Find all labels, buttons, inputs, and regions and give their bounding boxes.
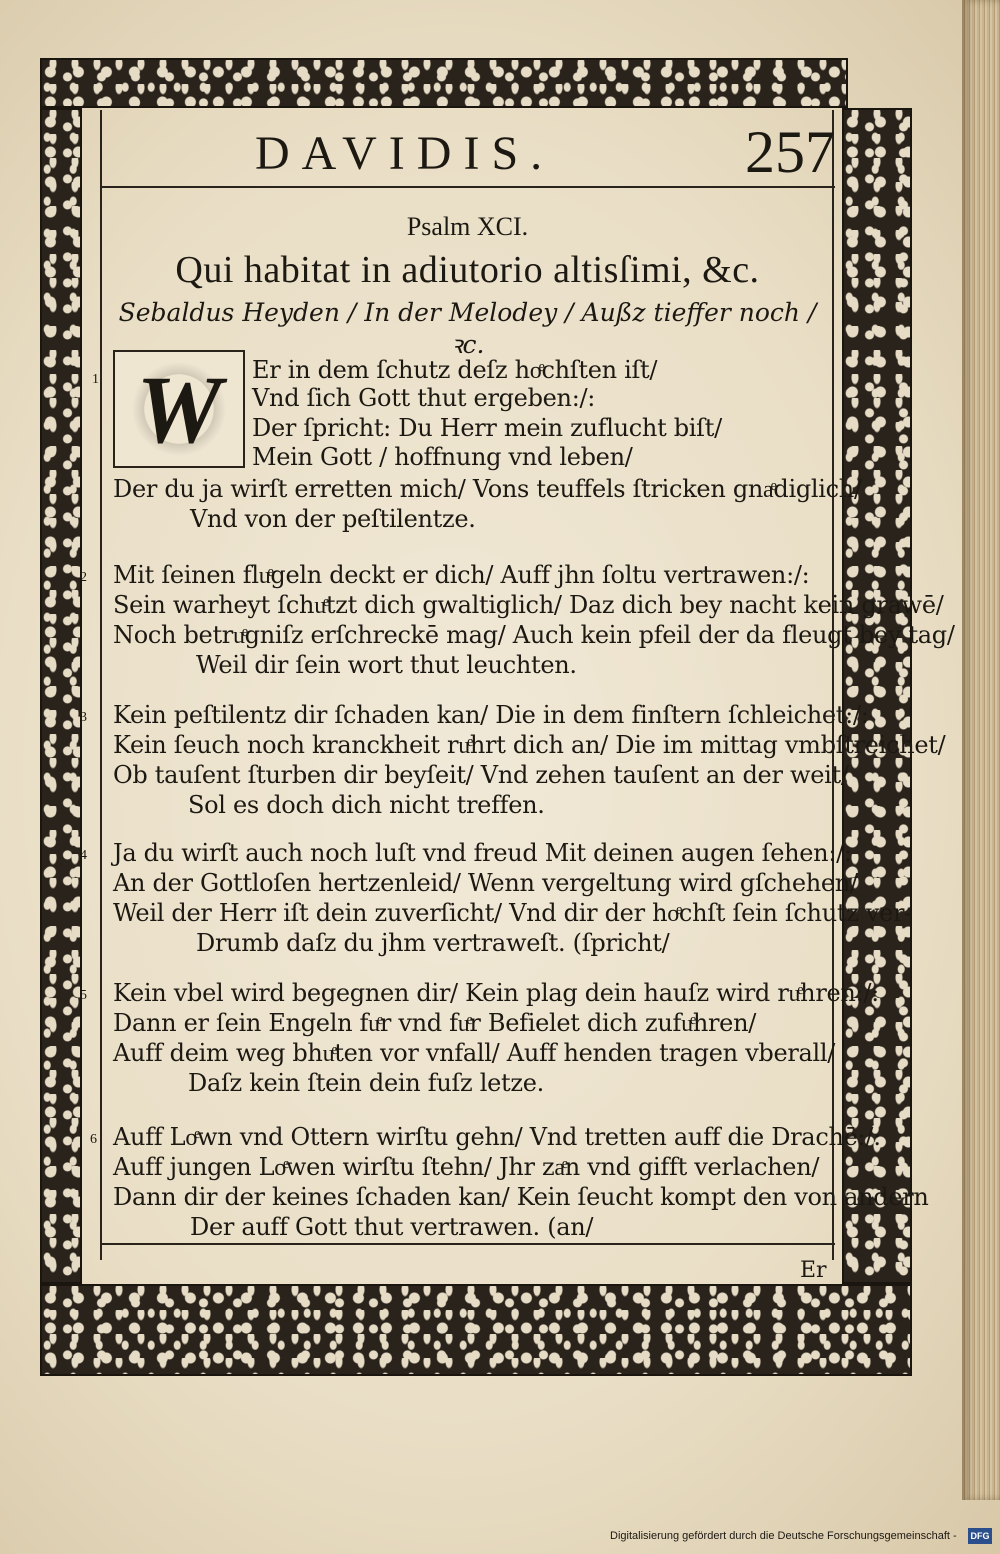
stanza-number: 4 [80, 848, 87, 863]
page-edge [962, 0, 1000, 1500]
header-rule [100, 186, 835, 188]
running-header [100, 118, 835, 188]
verse-line: Dann er ſein Engeln fuͤr vnd fuͤr Befielet dich zufuͤhren/ [113, 1009, 757, 1037]
verse-line: Drumb daſz du jhm vertraweſt. (ſpricht/ [196, 929, 670, 957]
stanza-number: 2 [80, 570, 87, 585]
verse-line: Kein ſeuch noch kranckheit ruͤhrt dich an/ Die im mittag vmbſtreichet/ [113, 731, 946, 759]
stanza-number: 1 [92, 372, 99, 387]
attribution-line: Sebaldus Heyden / In der Melodey / Außz tieffer noch / ꝛc. [118, 298, 817, 359]
verse-line: Er in dem ſchutz deſz hoͤchſten iſt/ [252, 356, 658, 384]
stanza-number: 5 [80, 988, 87, 1003]
verse-line: Ob tauſent ſturben dir beyſeit/ Vnd zehen tauſent an der weit/ [113, 761, 849, 789]
verse-line: An der Gottloſen hertzenleid/ Wenn vergeltung wird gſchehen/ [113, 869, 858, 897]
ornamental-border-top [40, 58, 848, 108]
verse-line: Noch betruͤgniſz erſchreckē mag/ Auch kein pfeil der da fleugt bey tag/ [113, 621, 955, 649]
verse-line: Sol es doch dich nicht treffen. [188, 791, 545, 819]
verse-line: Weil dir ſein wort thut leuchten. [196, 651, 577, 679]
verse-line: Der du ja wirſt erretten mich/ Vons teuffels ſtricken gnaͤdiglich/ [113, 475, 862, 503]
verse-line: Sein warheyt ſchuͤtzt dich gwaltiglich/ Daz dich bey nacht kein grawē/ [113, 591, 944, 619]
page-number: 257 [745, 119, 835, 185]
verse-line: Vnd ſich Gott thut ergeben:/: [252, 384, 596, 412]
verse-line: Der auff Gott thut vertrawen. (an/ [190, 1213, 594, 1241]
running-title: DAVIDIS. [255, 127, 555, 180]
verse-line: Mein Gott / hoffnung vnd leben/ [252, 443, 633, 471]
verse-line: Der ſpricht: Du Herr mein zuflucht biſt/ [252, 414, 722, 442]
catchword: Er [800, 1258, 827, 1283]
verse-line: Weil der Herr iſt dein zuverſicht/ Vnd dir der hoͤchſt ſein ſchutz ver- [113, 899, 913, 927]
verse-line: Mit ſeinen fluͤgeln deckt er dich/ Auff jhn ſoltu vertrawen:/: [113, 561, 810, 589]
verse-line: Kein vbel wird begegnen dir/ Kein plag dein hauſz wird ruͤhren:/: [113, 979, 879, 1007]
verse-line: Dann dir der keines ſchaden kan/ Kein ſeucht kompt den von andern [113, 1183, 929, 1211]
verse-line: Ja du wirſt auch noch luſt vnd freud Mit deinen augen ſehen:/: [113, 839, 852, 867]
verse-line: Kein peſtilentz dir ſchaden kan/ Die in dem finſtern ſchleichet:/: [113, 701, 869, 729]
verse-line: Auff Loͤwn vnd Ottern wirſtu gehn/ Vnd tretten auff die Drachē:/: [113, 1123, 881, 1151]
verse-line: Daſz kein ſtein dein fuſz letze. [188, 1069, 544, 1097]
digitization-credit: Digitalisierung gefördert durch die Deutsche Forschungsgemeinschaft - [610, 1530, 957, 1542]
ornamental-border-right [842, 108, 912, 1284]
latin-title: Qui habitat in adiutorio altisſimi, &c. [175, 249, 760, 291]
psalm-number: Psalm XCI. [406, 212, 529, 241]
ornamental-border-left [40, 108, 82, 1284]
ornamental-border-bottom [40, 1284, 912, 1376]
stanza-number: 6 [90, 1132, 97, 1147]
stanza-number: 3 [80, 710, 87, 725]
verse-line: Auff deim weg bhuͤten vor vnfall/ Auff henden tragen vberall/ [113, 1039, 836, 1067]
footer-rule [100, 1243, 835, 1245]
dfg-logo: DFG [968, 1528, 992, 1544]
verse-line: Vnd von der peſtilentze. [190, 505, 476, 533]
verse-line: Auff jungen Loͤwen wirſtu ſtehn/ Jhr zaͤn vnd gifft verlachen/ [113, 1153, 820, 1181]
decorated-initial: W [113, 350, 245, 468]
